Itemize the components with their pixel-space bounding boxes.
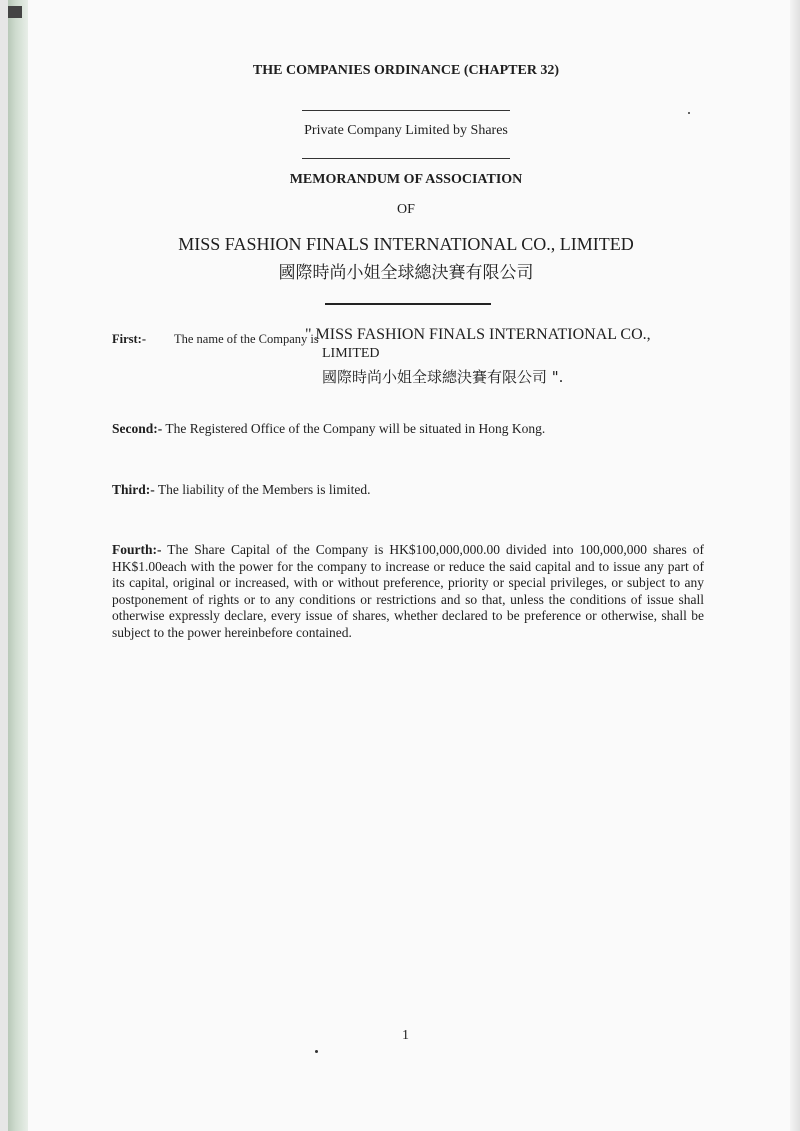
clause-second-label: Second:- xyxy=(112,421,163,436)
clause-third-text: The liability of the Members is limited. xyxy=(157,482,371,497)
clause-second xyxy=(112,421,704,437)
company-type: Private Company Limited by Shares xyxy=(304,123,508,138)
ordinance-heading: THE COMPANIES ORDINANCE (CHAPTER 32) xyxy=(252,63,560,78)
clause-first-label: First:- xyxy=(112,332,147,346)
clause-fourth-label: Fourth:- xyxy=(112,542,162,557)
binding-edge xyxy=(8,0,28,1131)
divider-middle xyxy=(302,158,510,159)
divider-thick xyxy=(325,303,491,305)
clause-third xyxy=(112,482,704,498)
page-number: 1 xyxy=(402,1028,409,1043)
company-name-chinese: 國際時尚小姐全球總決賽有限公司 xyxy=(278,263,534,283)
clause-first-name: " MISS FASHION FINALS INTERNATIONAL CO., xyxy=(305,326,651,343)
scan-right-edge xyxy=(790,0,800,1131)
of-text: OF xyxy=(397,202,415,217)
company-name-english: MISS FASHION FINALS INTERNATIONAL CO., LIMITED xyxy=(178,234,634,254)
clause-second-text: The Registered Office of the Company will be situated in Hong Kong. xyxy=(165,421,546,436)
divider-top xyxy=(302,110,510,111)
memorandum-title: MEMORANDUM OF ASSOCIATION xyxy=(289,172,523,187)
clause-first-intro: The name of the Company is xyxy=(174,332,319,346)
clause-third-label: Third:- xyxy=(112,482,155,497)
clause-first-name-chinese: 國際時尚小姐全球總決賽有限公司 ". xyxy=(322,368,564,386)
scan-edge xyxy=(0,0,8,1131)
scan-speck xyxy=(315,1050,318,1053)
clause-first-name-line2: LIMITED xyxy=(322,346,380,361)
scan-mark xyxy=(8,6,22,18)
clause-fourth-text: The Share Capital of the Company is HK$100,000,000.00 divided into 100,000,000 shares of HK$1.00each with the power for the company to increase or reduce the said capital and to issue any part of its capital, original or increased, with or without preference, priority or special privileges, or subject to any postponement of rights or to any conditions or restrictions and so that, unless the conditions of issue shall otherwise expressly declare, every issue of shares, whether declared to be preference or otherwise, shall be subject to the power hereinbefore contained. xyxy=(112,542,704,640)
clause-fourth xyxy=(112,542,704,641)
scan-speck xyxy=(688,112,690,114)
